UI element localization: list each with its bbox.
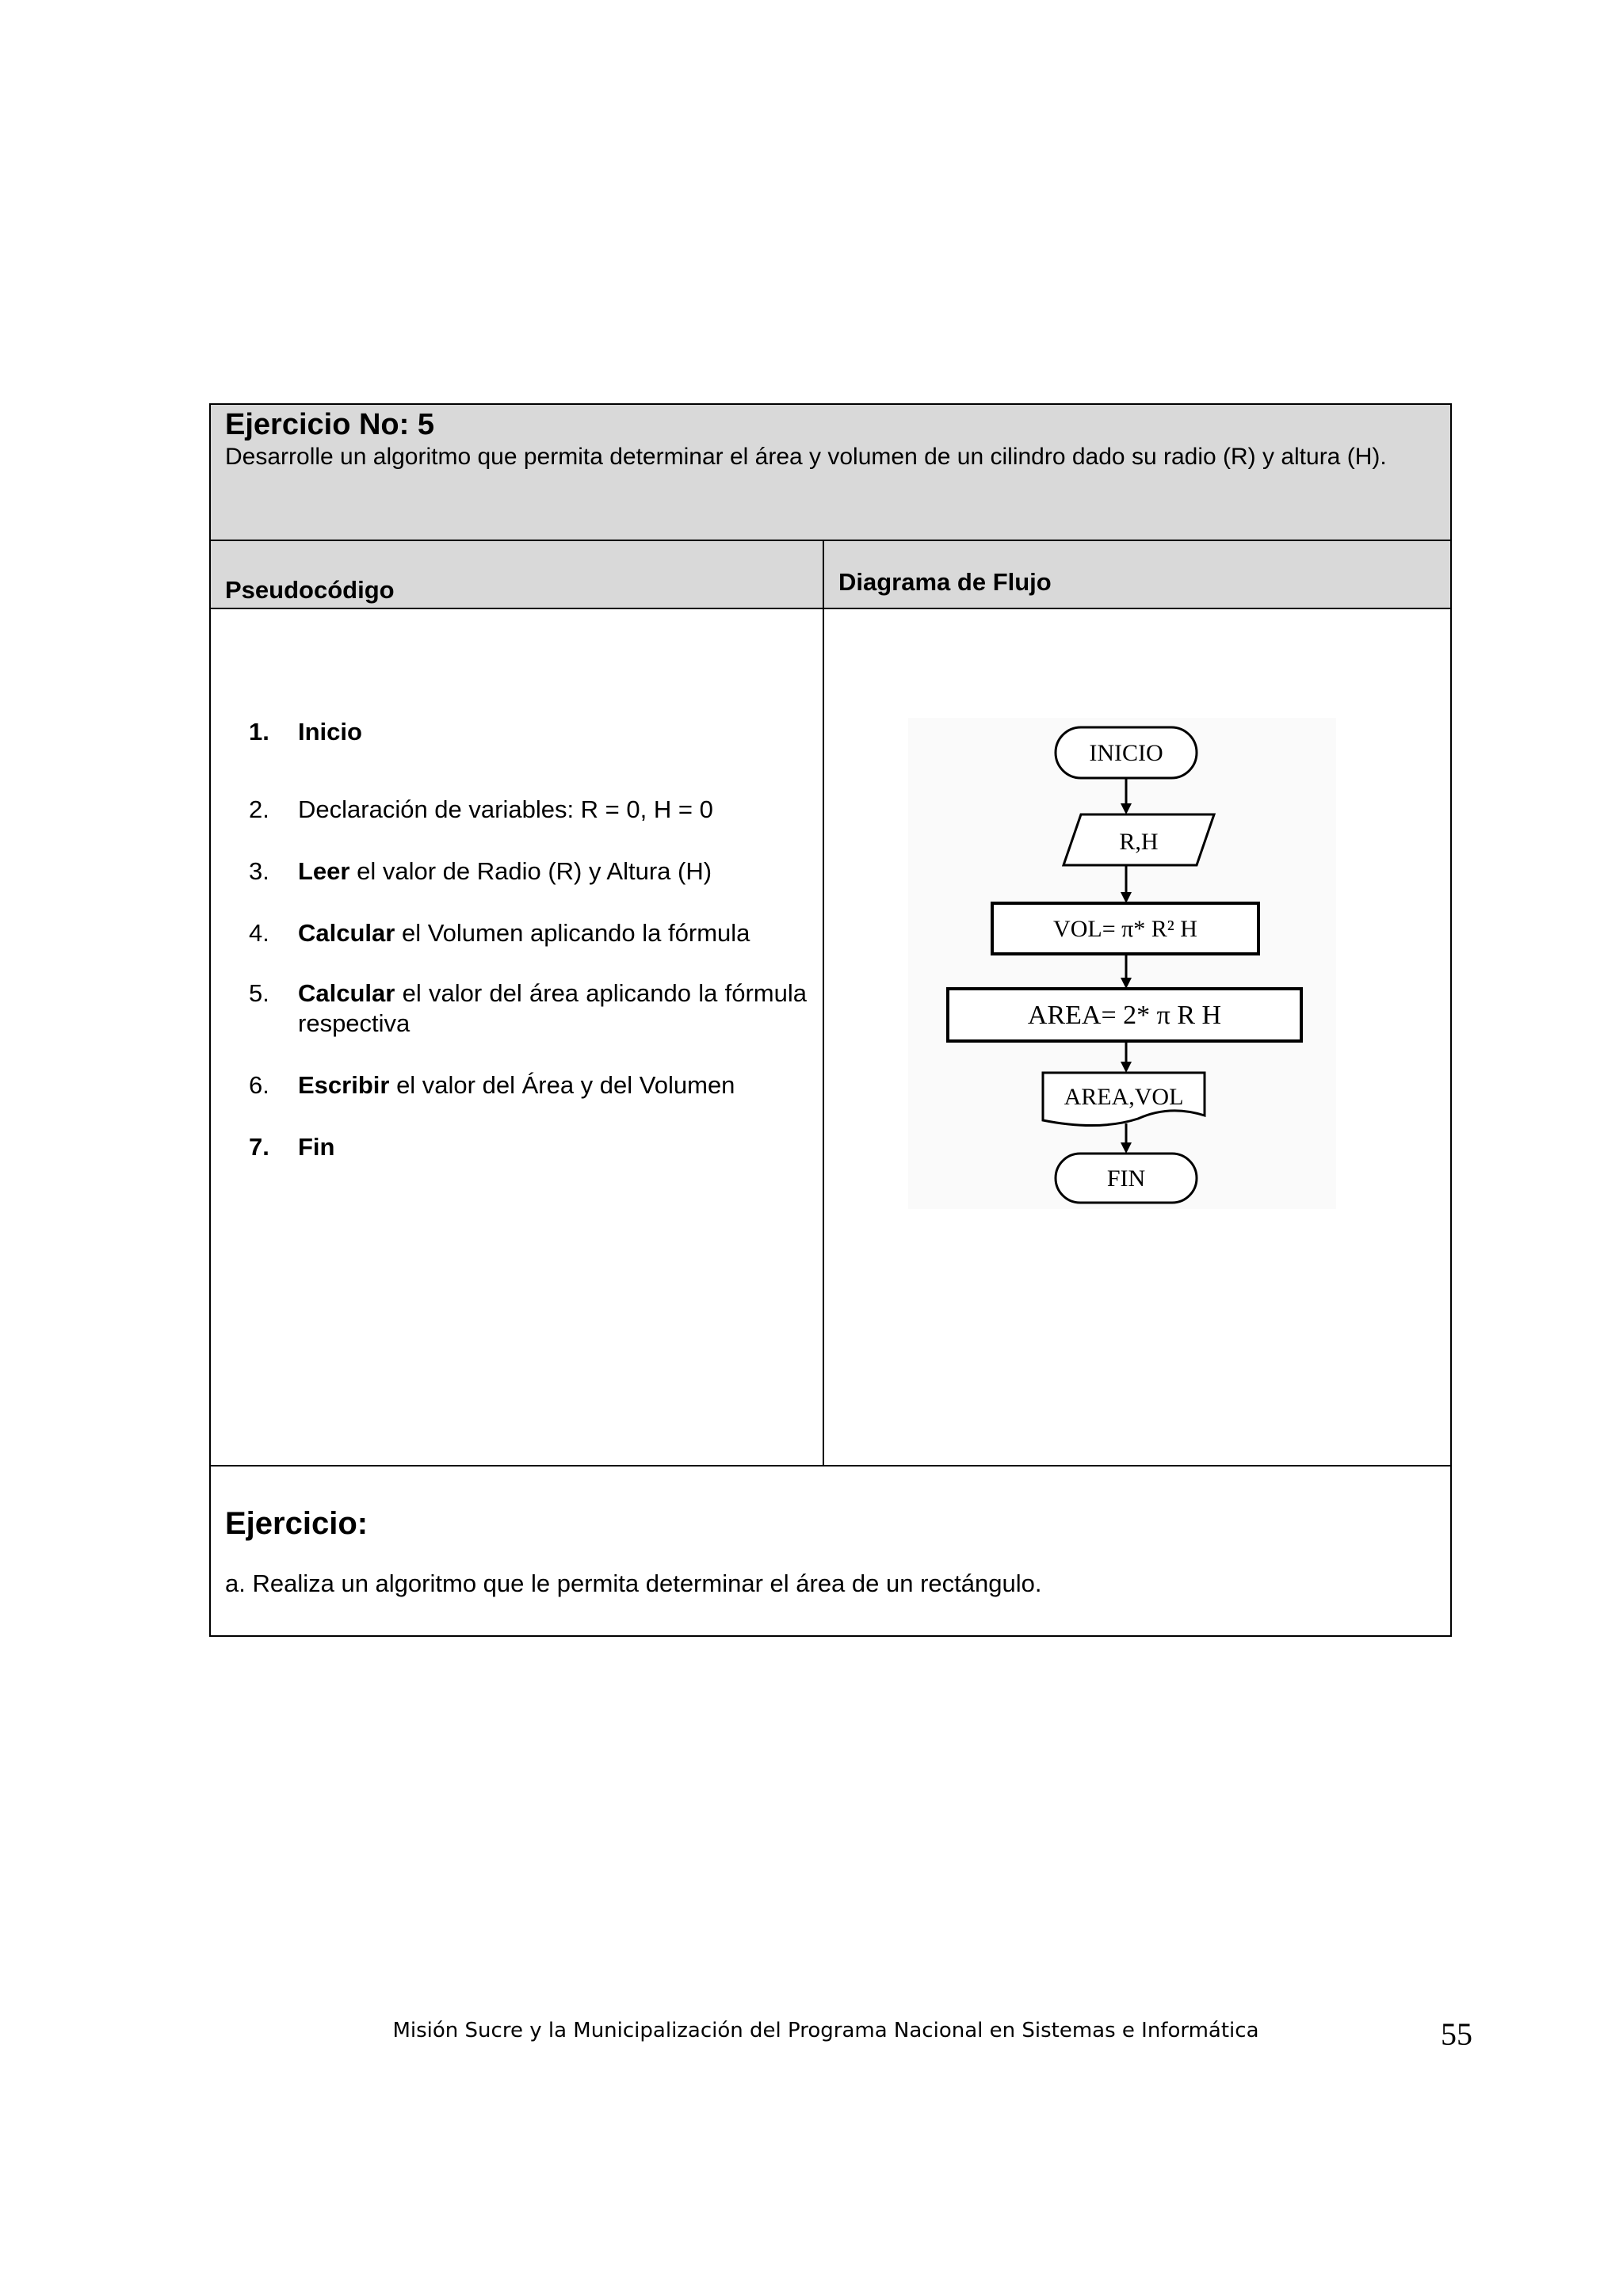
exercise-title: Ejercicio No: 5 bbox=[225, 408, 434, 441]
flowchart-background bbox=[908, 718, 1336, 1209]
flowchart-header bbox=[824, 541, 1450, 609]
step-number: 1. bbox=[249, 718, 269, 746]
flowchart-label: Diagrama de Flujo bbox=[838, 568, 1052, 596]
volume-formula: VOL= π* R² H bbox=[1053, 916, 1197, 942]
step-text: el valor de Radio (R) y Altura (H) bbox=[349, 857, 712, 885]
step-keyword: Leer bbox=[298, 857, 350, 885]
step-number: 7. bbox=[249, 1133, 269, 1161]
step-text: el valor del área aplicando la fórmula respectiva bbox=[298, 979, 807, 1037]
area-formula: AREA= 2* π R H bbox=[1027, 1001, 1222, 1030]
end-label: FIN bbox=[1106, 1165, 1146, 1192]
step-text: Declaración de variables: R = 0, H = 0 bbox=[298, 795, 713, 823]
exercise2-cell bbox=[211, 1465, 1450, 1637]
step-number: 5. bbox=[249, 979, 269, 1007]
pseudocode-cell bbox=[211, 609, 824, 1465]
exercise2-item: a. Realiza un algoritmo que le permita determinar el área de un rectángulo. bbox=[225, 1569, 1042, 1597]
flowchart-diagram bbox=[908, 718, 1336, 1209]
input-label: R,H bbox=[1119, 829, 1159, 855]
step-text: el valor del Área y del Volumen bbox=[389, 1071, 735, 1099]
exercise2-title: Ejercicio: bbox=[225, 1506, 369, 1541]
step-number: 2. bbox=[249, 795, 269, 823]
output-label: AREA,VOL bbox=[1064, 1084, 1184, 1110]
page-number: 55 bbox=[1441, 2016, 1472, 2052]
step-keyword: Calcular bbox=[298, 979, 395, 1007]
step-keyword: Calcular bbox=[298, 919, 395, 947]
exercise-header bbox=[211, 405, 1450, 541]
step-text: el Volumen aplicando la fórmula bbox=[395, 919, 750, 947]
start-label: INICIO bbox=[1089, 740, 1163, 766]
step-keyword: Fin bbox=[298, 1133, 335, 1161]
page-footer: Misión Sucre y la Municipalización del Programa Nacional en Sistemas e Informática bbox=[392, 2019, 1259, 2042]
exercise-description: Desarrolle un algoritmo que permita determinar el área y volumen de un cilindro dado su radio (R) y altura (H). bbox=[225, 444, 1387, 470]
pseudocode-label: Pseudocódigo bbox=[225, 576, 395, 604]
step-number: 3. bbox=[249, 857, 269, 885]
step-keyword: Inicio bbox=[298, 718, 362, 746]
step-number: 4. bbox=[249, 919, 269, 947]
step-keyword: Escribir bbox=[298, 1071, 390, 1099]
step-number: 6. bbox=[249, 1071, 269, 1099]
pseudocode-header bbox=[211, 541, 824, 609]
